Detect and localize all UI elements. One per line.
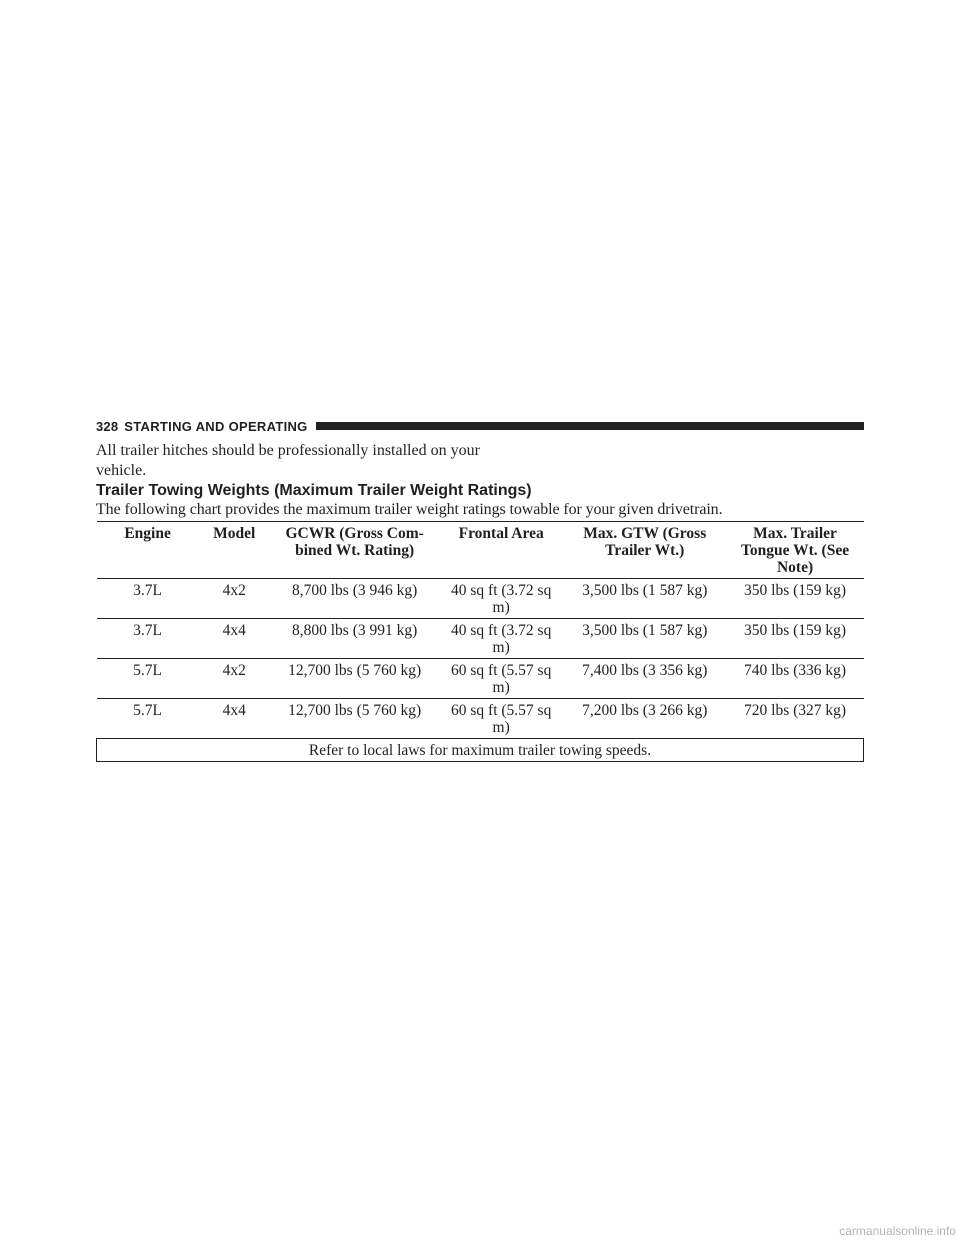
cell-gcwr: 8,800 lbs (3 991 kg) [270,619,440,659]
column-header-engine: Engine [97,522,199,579]
cell-max-gtw: 7,400 lbs (3 356 kg) [563,659,727,699]
cell-max-tongue: 350 lbs (159 kg) [727,619,864,659]
cell-gcwr: 12,700 lbs (5 760 kg) [270,699,440,739]
header-rule [316,422,864,430]
table-row [97,579,864,619]
cell-model: 4x4 [199,619,270,659]
table-row [97,619,864,659]
cell-model: 4x2 [199,659,270,699]
table-footer-row [97,739,864,762]
cell-frontal-area: 40 sq ft (3.72 sq m) [439,619,562,659]
cell-engine: 5.7L [97,699,199,739]
table-footer-note: Refer to local laws for maximum trailer towing speeds. [97,739,864,762]
cell-frontal-area: 60 sq ft (5.57 sq m) [439,699,562,739]
column-header-max-gtw: Max. GTW (Gross Trailer Wt.) [563,522,727,579]
table-row [97,699,864,739]
cell-gcwr: 8,700 lbs (3 946 kg) [270,579,440,619]
column-header-gcwr: GCWR (Gross Com- bined Wt. Rating) [270,522,440,579]
cell-max-tongue: 350 lbs (159 kg) [727,579,864,619]
towing-weights-table [96,521,864,762]
cell-engine: 3.7L [97,619,199,659]
cell-max-gtw: 7,200 lbs (3 266 kg) [563,699,727,739]
column-header-model: Model [199,522,270,579]
cell-model: 4x2 [199,579,270,619]
table-row [97,659,864,699]
column-header-max-tongue: Max. Trailer Tongue Wt. (See Note) [727,522,864,579]
cell-engine: 5.7L [97,659,199,699]
watermark: carmanualsonline.info [839,1224,956,1238]
page-header [96,418,864,434]
cell-max-tongue: 740 lbs (336 kg) [727,659,864,699]
cell-model: 4x4 [199,699,270,739]
cell-frontal-area: 40 sq ft (3.72 sq m) [439,579,562,619]
cell-max-gtw: 3,500 lbs (1 587 kg) [563,619,727,659]
lead-paragraph: The following chart provides the maximum trailer weight ratings towable for your given drivetrain. [96,501,723,518]
table-header-row [97,522,864,579]
section-heading: Trailer Towing Weights (Maximum Trailer Weight Ratings) [96,482,532,499]
cell-max-gtw: 3,500 lbs (1 587 kg) [563,579,727,619]
section-title: STARTING AND OPERATING [124,418,308,434]
cell-gcwr: 12,700 lbs (5 760 kg) [270,659,440,699]
cell-frontal-area: 60 sq ft (5.57 sq m) [439,659,562,699]
cell-engine: 3.7L [97,579,199,619]
cell-max-tongue: 720 lbs (327 kg) [727,699,864,739]
column-header-frontal-area: Frontal Area [439,522,562,579]
page-number: 328 [96,418,119,434]
intro-paragraph: All trailer hitches should be professionally installed on your vehicle. [96,442,480,479]
